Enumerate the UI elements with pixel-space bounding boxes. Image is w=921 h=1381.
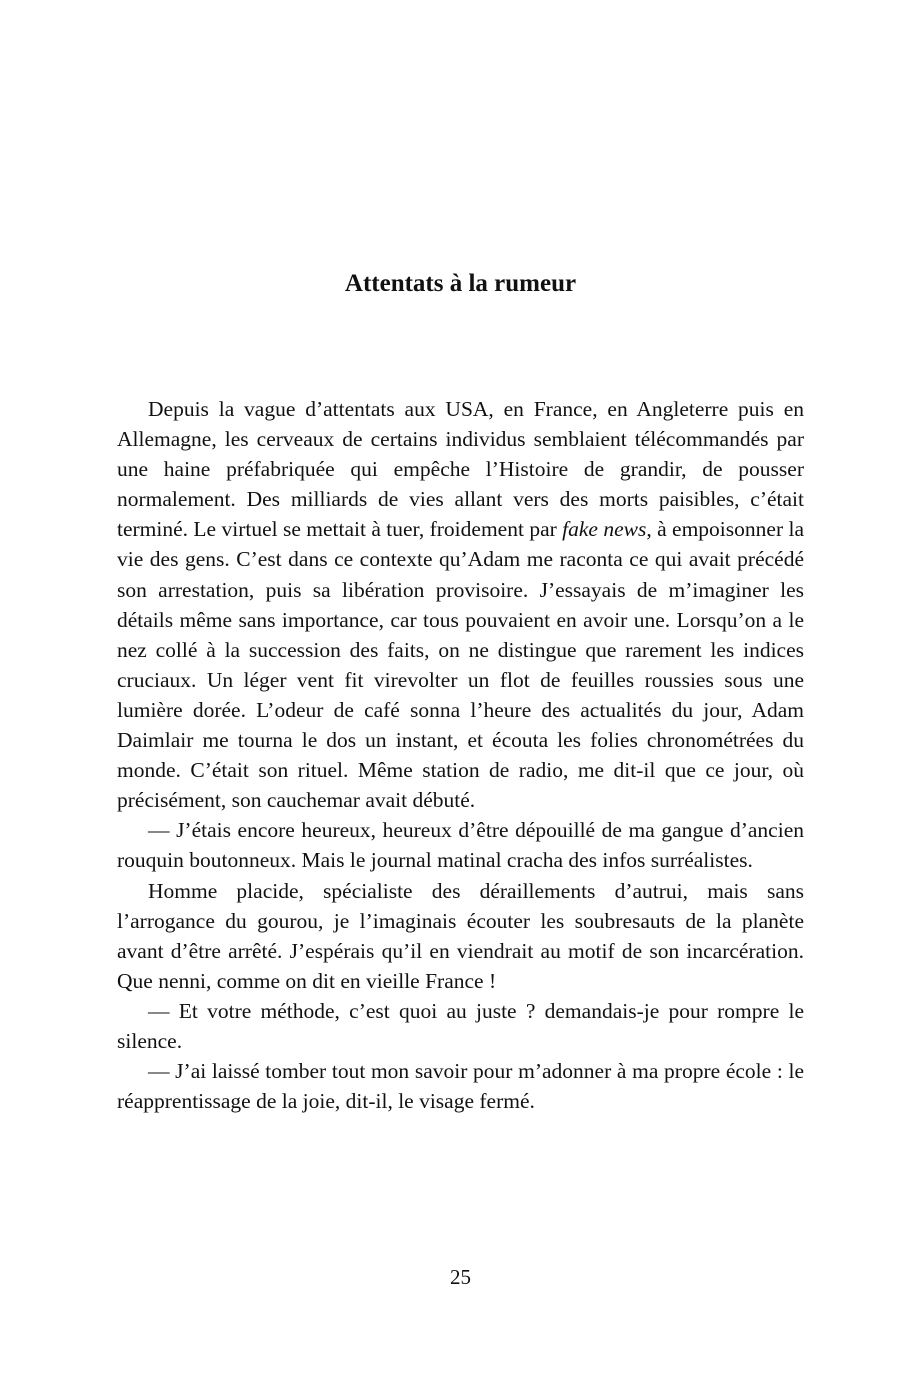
paragraph-1-text-before-italic: Depuis la vague d’attentats aux USA, en France, en Angleterre puis en Allemagne, les cerveaux de certains individus semblaient télécommandés par une haine préfabriquée qui empêche l’Histoire de grandir, de pousser normalement. Des milliards de vies allant vers des morts paisibles, c’était terminé. Le virtuel se mettait à tuer, froidement par xyxy=(117,397,804,542)
paragraph-1-text-after-italic: , à empoisonner la vie des gens. C’est dans ce contexte qu’Adam me raconta ce qui avait précédé son arrestation, puis sa libération provisoire. J’essayais de m’imaginer les détails même sans importance, car tous pouvaient en avoir une. Lorsqu’on a le nez collé à la succession des faits, on ne distingue que rarement les indices cruciaux. Un léger vent fit virevolter un flot de feuilles roussies sous une lumière dorée. L’odeur de café sonna l’heure des actualités du jour, Adam Daimlair me tourna le dos un instant, et écouta les folies chronométrées du monde. C’était son rituel. Même station de radio, me dit-il que ce jour, où précisément, son cauchemar avait débuté. xyxy=(117,517,804,813)
paragraph-5-dialogue: — J’ai laissé tomber tout mon savoir pour m’adonner à ma propre école : le réapprentissage de la joie, dit-il, le visage fermé. xyxy=(117,1059,804,1114)
paragraph-1 xyxy=(117,394,804,815)
paragraph-3: Homme placide, spécialiste des déraillements d’autrui, mais sans l’arrogance du gourou, je l’imaginais écouter les soubresauts de la planète avant d’être arrêté. J’espérais qu’il en viendrait au motif de son incarcération. Que nenni, comme on dit en vieille France ! xyxy=(117,878,804,993)
chapter-title: Attentats à la rumeur xyxy=(344,270,577,297)
page-number: 25 xyxy=(450,1265,471,1289)
paragraph-2-dialogue: — J’étais encore heureux, heureux d’être dépouillé de ma gangue d’ancien rouquin boutonneux. Mais le journal matinal cracha des infos surréalistes. xyxy=(117,818,804,873)
chapter-body xyxy=(117,394,804,1116)
paragraph-4-dialogue: — Et votre méthode, c’est quoi au juste ? demandais-je pour rompre le silence. xyxy=(117,998,804,1053)
italic-phrase: fake news xyxy=(562,517,647,542)
